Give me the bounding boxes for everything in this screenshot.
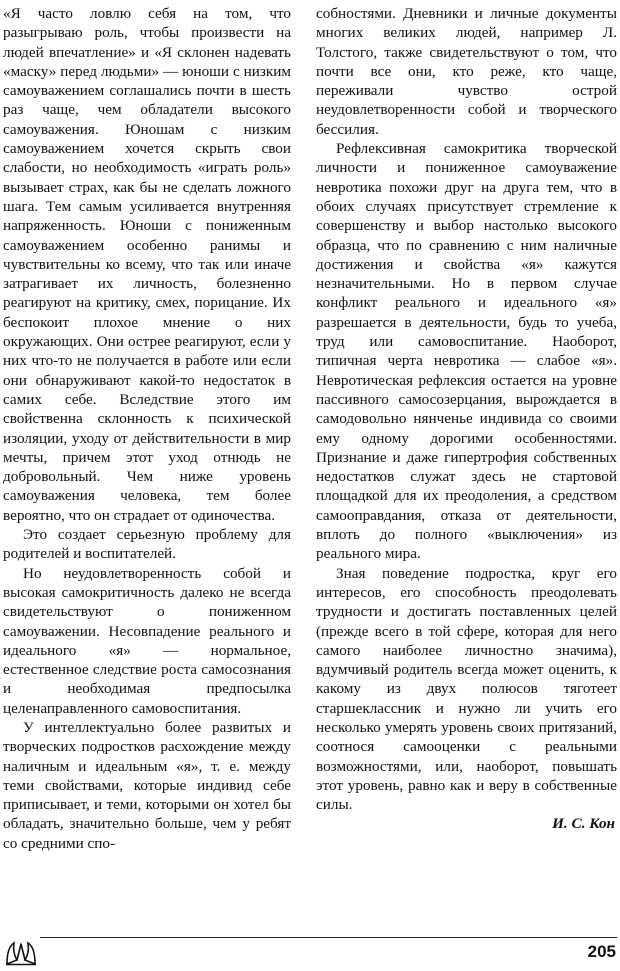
author-signature: И. С. Кон [552, 815, 615, 833]
paragraph: У интеллектуально более развитых и творческих подростков расхождение между наличным и идеальным «я», т. е. между теми свойствами, которые индивид себе приписывает, и теми, которыми он хотел бы обладать, значительно больше, чем у ребят со средними спо- [3, 718, 291, 852]
right-column [316, 4, 617, 834]
paragraph: Зная поведение подростка, круг его интересов, его способность преодолевать трудности и достигать поставленных целей (прежде всего в той сфере, которая для него самого наиболее личностно значима), вдумчивый родитель всегда может оценить, к какому из двух полюсов тяготеет старшеклассник и нужно ли учить его несколько умерять уровень своих притязаний, соотнося самооценки с реальными возможностями, или, наоборот, повышать этот уровень, равно как и веру в собственные силы. [316, 564, 617, 814]
paragraph: Но неудовлетворенность собой и высокая самокритичность далеко не всегда свидетельствуют о пониженном самоуважении. Несовпадение реального и идеального «я» — нормальное, естественное следствие роста самосознания и необходимая предпосылка целенаправленного самовоспитания. [3, 564, 291, 717]
footer-divider [40, 937, 617, 938]
publisher-logo-icon [4, 940, 38, 971]
paragraph: Рефлексивная самокритика творческой личности и пониженное самоуважение невротика похожи друг на друга тем, что в обоих случаях присутствует стремление к совершенству и выбор настолько высокого образца, что по сравнению с ним наличные достижения и свойства «я» кажутся незначительными. Но в первом случае конфликт реального и идеального «я» разрешается в деятельности, будь то учеба, труд или самовоспитание. Наоборот, типичная черта невротика — слабое «я». Невротическая рефлексия остается на уровне пассивного самосозерцания, вырождается в самодовольно нянченье индивида со своими ему одному дорогими особенностями. Признание и даже гипертрофия собственных недостатков служат здесь не стартовой площадкой для их преодоления, а средством самооправдания, отказа от деятельности, вплоть до полного «выключения» из реального мира. [316, 140, 617, 563]
paragraph: «Я часто ловлю себя на том, что разыгрываю роль, чтобы произвести на людей впечатление» и «Я склонен надевать «маску» перед людьми» — юноши с низким самоуважением соглашались почти в шесть раз чаще, чем обладатели высокого самоуважения. Юношам с низким самоуважением хочется скрыть свои слабости, но необходимость «играть роль» вызывает страх, как бы не сделать ложного шага. Тем самым усиливается внутренняя напряженность. Юноши с пониженным самоуважением особенно ранимы и чувствительны ко всему, что так или иначе затрагивает их личность, болезненно реагируют на критику, смех, порицание. Их беспокоит плохое мнение о них окружающих. Они острее реагируют, если у них что-то не получается в работе или если они обнаруживают какой-то недостаток в самих себе. Вследствие этого им свойственна склонность к психической изоляции, уходу от действительности в мир мечты, причем этот уход отнюдь не добровольный. Чем ниже уровень самоуважения человека, тем более вероятно, что он страдает от одиночества. [3, 5, 291, 524]
paragraph: Это создает серьезную проблему для родителей и воспитателей. [3, 526, 291, 563]
page-number: 205 [587, 942, 616, 961]
paragraph: собностями. Дневники и личные документы многих великих людей, например Л. Толстого, также свидетельствуют о том, что почти все они, кто реже, кто чаще, переживали чувство острой неудовлетворенности собой и творческого бессилия. [316, 5, 617, 138]
left-column [3, 4, 291, 853]
